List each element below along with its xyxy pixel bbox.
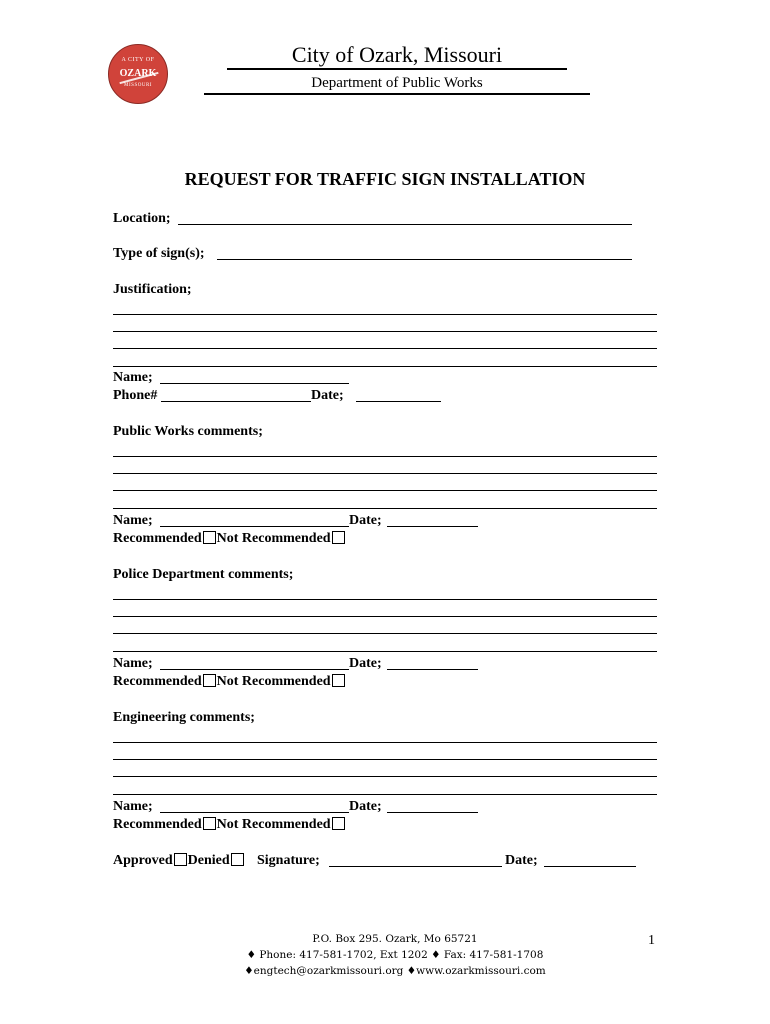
justification-line[interactable] [113, 314, 657, 315]
signature-label: Signature; [257, 853, 320, 868]
public-works-comment-line[interactable] [113, 473, 657, 474]
justification-line[interactable] [113, 348, 657, 349]
engineering-comment-line[interactable] [113, 776, 657, 777]
requester-name-field[interactable] [160, 383, 349, 384]
phone-field[interactable] [161, 401, 311, 402]
police-comment-line[interactable] [113, 616, 657, 617]
approval-row [113, 853, 245, 869]
signature-field[interactable] [329, 866, 502, 867]
not-recommended-checkbox[interactable] [332, 674, 345, 687]
engineering-name-label: Name; [113, 799, 153, 814]
phone-label: Phone# [113, 388, 158, 403]
recommended-checkbox[interactable] [203, 674, 216, 687]
police-comment-line[interactable] [113, 633, 657, 634]
engineering-comment-line[interactable] [113, 742, 657, 743]
form-title: REQUEST FOR TRAFFIC SIGN INSTALLATION [184, 169, 586, 189]
footer-phone-fax: ♦ Phone: 417-581-1702, Ext 1202 ♦ Fax: 417-581-1708 [246, 949, 544, 961]
not-recommended-label: Not Recommended [216, 674, 331, 689]
police-comment-line[interactable] [113, 599, 657, 600]
police-comments-label: Police Department comments; [113, 567, 294, 582]
location-field[interactable] [178, 224, 632, 225]
engineering-comment-line[interactable] [113, 794, 657, 795]
public-works-comment-line[interactable] [113, 490, 657, 491]
recommended-label: Recommended [113, 531, 202, 546]
footer-contact: ♦engtech@ozarkmissouri.org ♦www.ozarkmissouri.com [244, 965, 546, 977]
justification-line[interactable] [113, 331, 657, 332]
public-works-date-label: Date; [349, 513, 382, 528]
logo-text-top: A CITY OF [121, 57, 155, 63]
logo-text-main: OZARK [119, 68, 157, 79]
public-works-name-label: Name; [113, 513, 153, 528]
engineering-date-field[interactable] [387, 812, 478, 813]
requester-date-label: Date; [311, 388, 344, 403]
public-works-date-field[interactable] [387, 526, 478, 527]
footer-address: P.O. Box 295. Ozark, Mo 65721 [312, 933, 478, 945]
approved-checkbox[interactable] [174, 853, 187, 866]
justification-label: Justification; [113, 282, 192, 297]
public-works-comment-line[interactable] [113, 508, 657, 509]
not-recommended-label: Not Recommended [216, 817, 331, 832]
public-works-comments-label: Public Works comments; [113, 424, 263, 439]
not-recommended-checkbox[interactable] [332, 531, 345, 544]
not-recommended-label: Not Recommended [216, 531, 331, 546]
logo-text-bottom: MISSOURI [124, 83, 152, 88]
denied-label: Denied [187, 853, 230, 868]
engineering-comments-label: Engineering comments; [113, 710, 255, 725]
sign-type-label: Type of sign(s); [113, 246, 205, 261]
recommended-label: Recommended [113, 817, 202, 832]
recommended-checkbox[interactable] [203, 531, 216, 544]
justification-line[interactable] [113, 366, 657, 367]
not-recommended-checkbox[interactable] [332, 817, 345, 830]
department-underline [204, 93, 590, 95]
public-works-recommendation [113, 531, 346, 547]
police-date-field[interactable] [387, 669, 478, 670]
recommended-label: Recommended [113, 674, 202, 689]
requester-name-label: Name; [113, 370, 153, 385]
police-date-label: Date; [349, 656, 382, 671]
sign-type-field[interactable] [217, 259, 632, 260]
police-name-label: Name; [113, 656, 153, 671]
denied-checkbox[interactable] [231, 853, 244, 866]
city-name-heading: City of Ozark, Missouri [291, 42, 503, 67]
engineering-date-label: Date; [349, 799, 382, 814]
approval-date-label: Date; [505, 853, 538, 868]
approval-date-field[interactable] [544, 866, 636, 867]
approved-label: Approved [113, 853, 173, 868]
police-comment-line[interactable] [113, 651, 657, 652]
city-name-underline [227, 68, 567, 70]
location-label: Location; [113, 211, 171, 226]
city-seal-logo [108, 44, 168, 104]
recommended-checkbox[interactable] [203, 817, 216, 830]
police-recommendation [113, 674, 346, 690]
engineering-name-field[interactable] [160, 812, 349, 813]
requester-date-field[interactable] [356, 401, 441, 402]
public-works-comment-line[interactable] [113, 456, 657, 457]
department-heading: Department of Public Works [311, 75, 483, 91]
engineering-comment-line[interactable] [113, 759, 657, 760]
police-name-field[interactable] [160, 669, 349, 670]
engineering-recommendation [113, 817, 346, 833]
page-number: 1 [648, 933, 655, 948]
public-works-name-field[interactable] [160, 526, 349, 527]
